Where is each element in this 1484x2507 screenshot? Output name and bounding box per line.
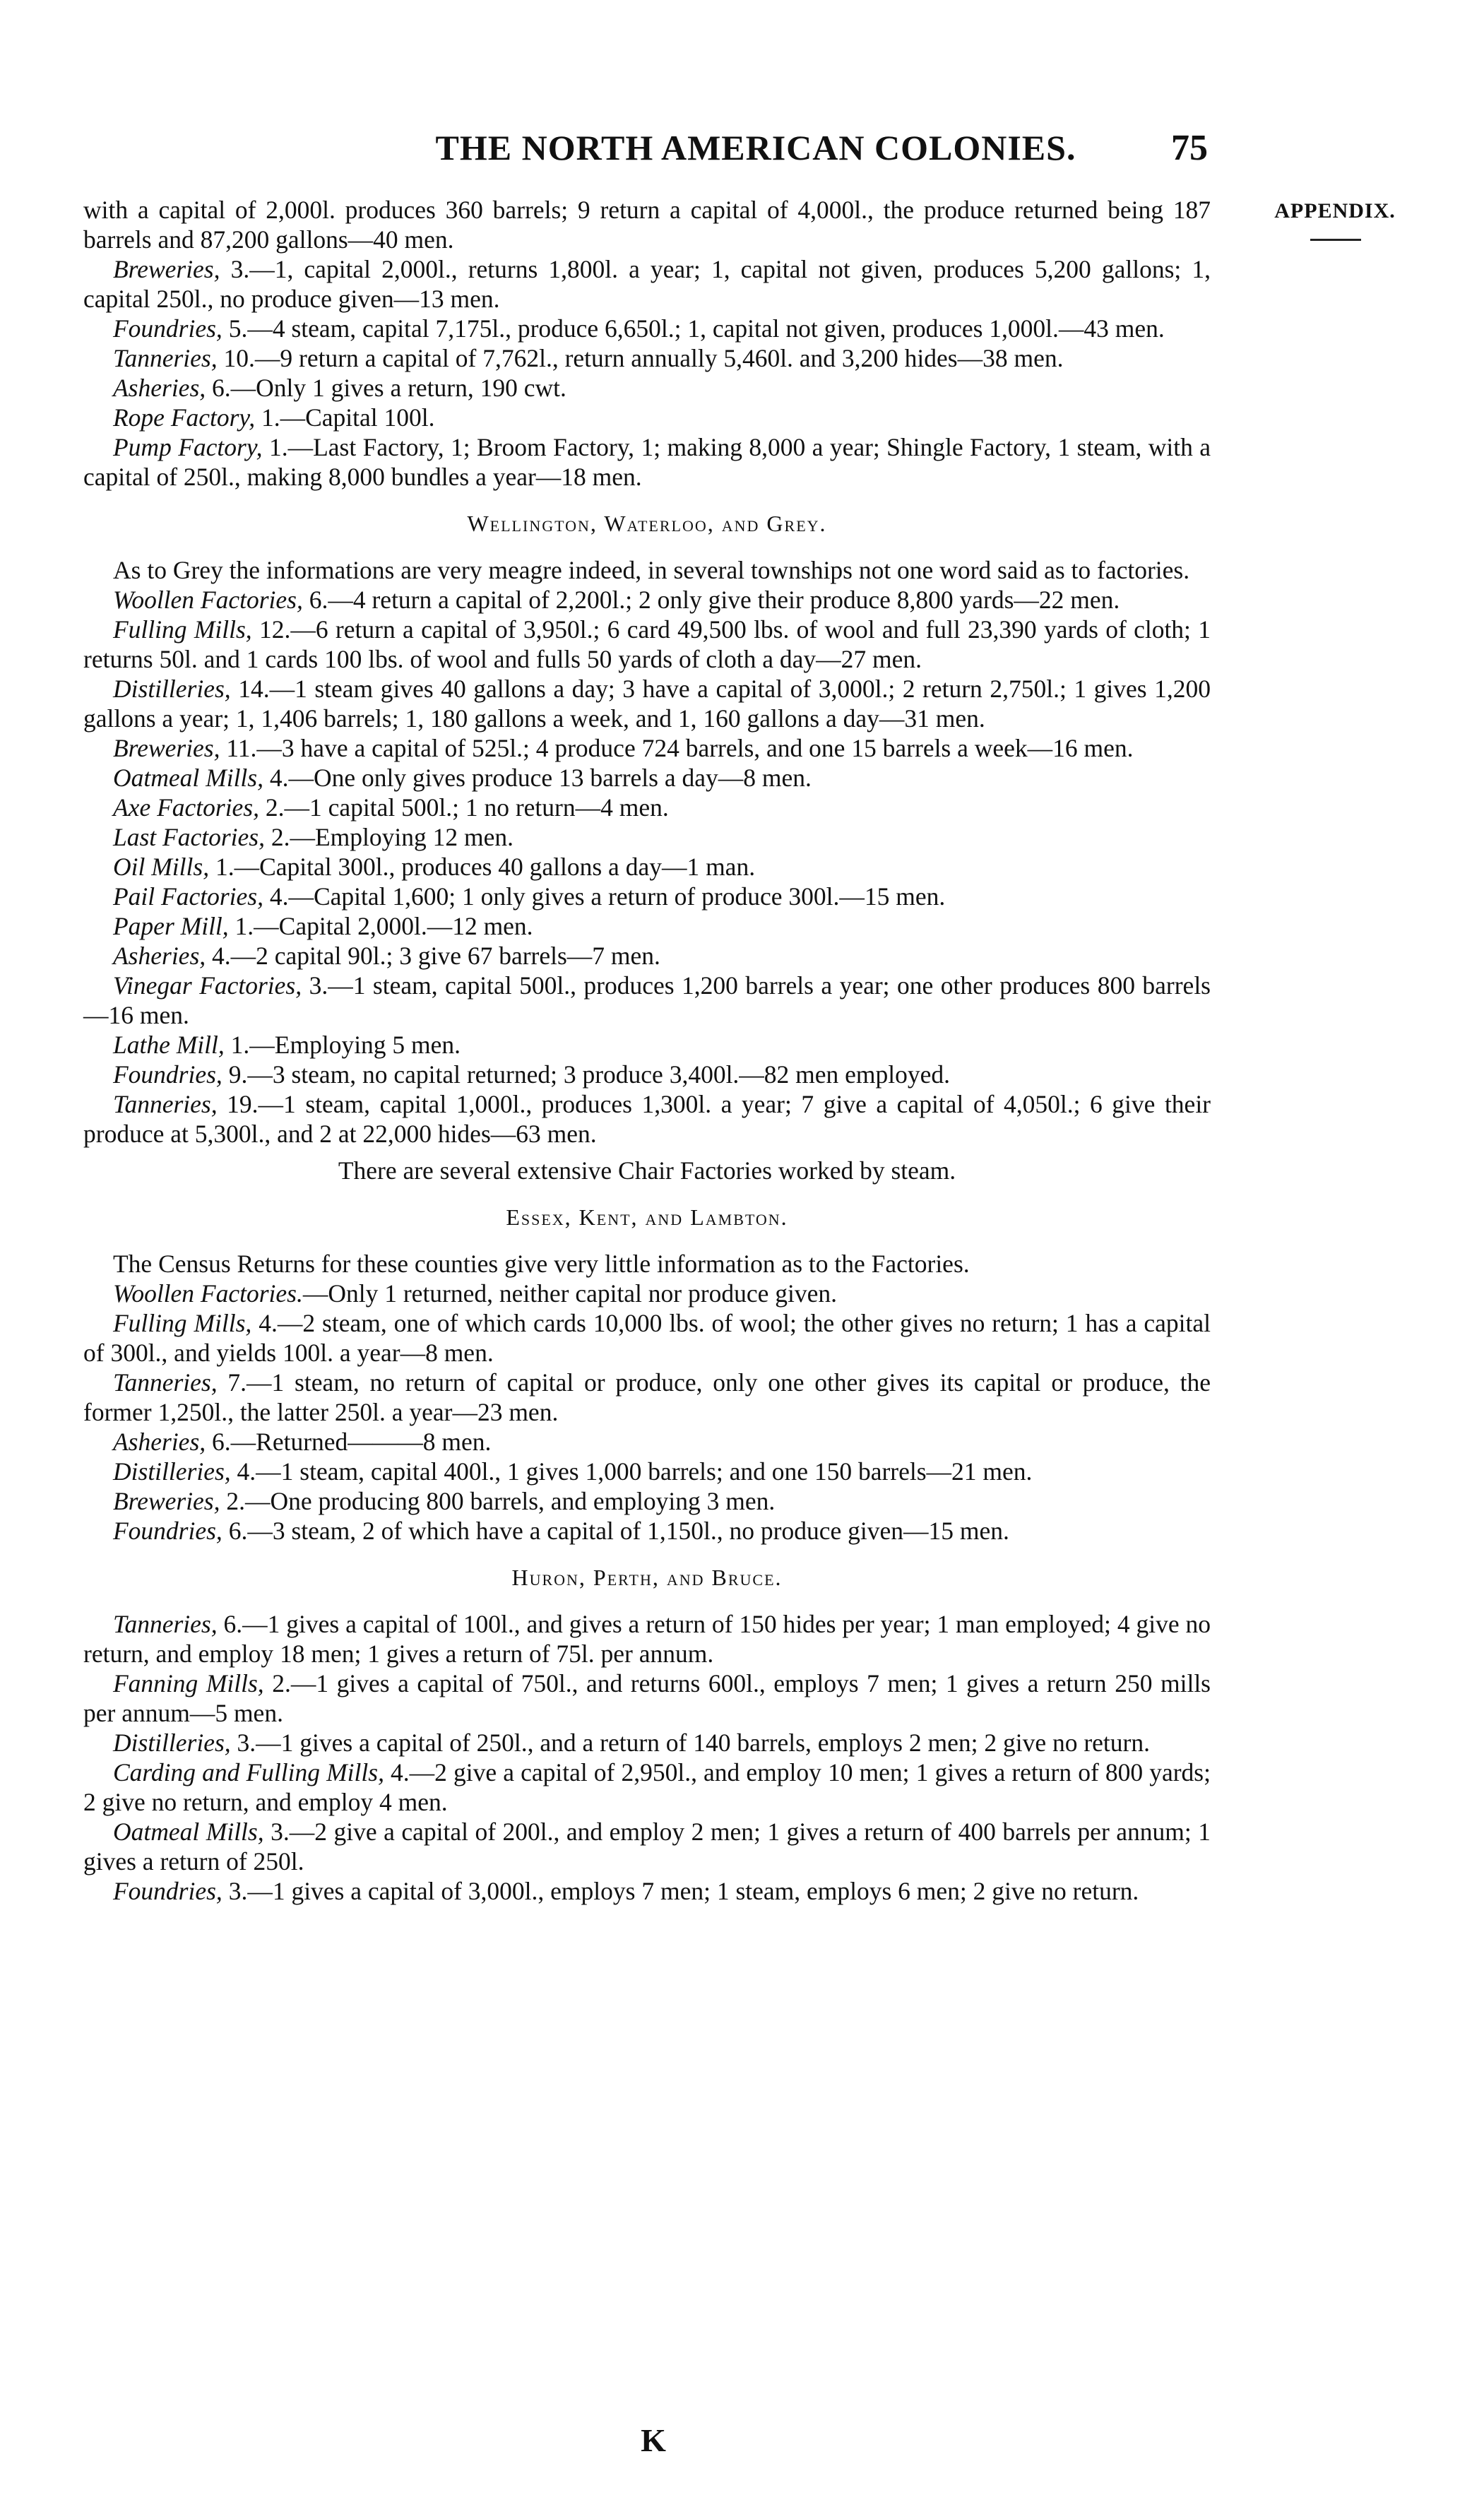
- margin-note-appendix: APPENDIX.: [1274, 199, 1396, 223]
- entry-lead: Lathe Mill,: [113, 1031, 225, 1059]
- paragraph: [83, 1457, 1211, 1486]
- paragraph: [83, 1060, 1211, 1089]
- paragraph: [83, 195, 1211, 254]
- entry-lead: Oatmeal Mills,: [113, 1818, 264, 1846]
- entry-lead: Breweries,: [113, 255, 220, 283]
- paragraph: [83, 822, 1211, 852]
- paragraph: [83, 585, 1211, 615]
- entry-lead: Woollen Factories.: [113, 1279, 303, 1308]
- paragraph: [83, 1368, 1211, 1427]
- entry-text: The Census Returns for these counties give very little information as to the Factories.: [113, 1250, 970, 1278]
- paragraph: [83, 555, 1211, 585]
- entry-text: 1.—Last Factory, 1; Broom Factory, 1; making 8,000 a year; Shingle Factory, 1 steam, with a capital of 250l., making 8,000 bundles a year—18 men.: [83, 433, 1211, 491]
- paragraph: [83, 1728, 1211, 1758]
- entry-text: 1.—Capital 2,000l.—12 men.: [228, 912, 533, 940]
- paragraph: [83, 1308, 1211, 1368]
- entry-text: 1.—Capital 300l., produces 40 gallons a day—1 man.: [209, 853, 756, 881]
- paragraph: [83, 1249, 1211, 1279]
- paragraph: [83, 254, 1211, 314]
- entry-lead: Paper Mill,: [113, 912, 229, 940]
- paragraph: [83, 373, 1211, 403]
- entry-text: 3.—2 give a capital of 200l., and employ 2 men; 1 gives a return of 400 barrels per annum; 1 gives a return of 250l.: [83, 1818, 1211, 1875]
- entry-lead: Asheries,: [113, 942, 206, 970]
- entry-text: 5.—4 steam, capital 7,175l., produce 6,650l.; 1, capital not given, produces 1,000l.—43 men.: [222, 314, 1165, 343]
- paragraph: [83, 852, 1211, 882]
- entry-text: 2.—1 capital 500l.; 1 no return—4 men.: [259, 793, 669, 822]
- margin-rule: [1310, 239, 1361, 241]
- entry-lead: Rope Factory,: [113, 403, 256, 432]
- entry-text: 4.—Capital 1,600; 1 only gives a return of produce 300l.—15 men.: [263, 882, 946, 911]
- paragraph: [83, 763, 1211, 793]
- paragraph: [83, 882, 1211, 911]
- page-number: 75: [1171, 128, 1208, 168]
- entry-lead: Pump Factory,: [113, 433, 263, 461]
- signature-mark: K: [641, 2422, 666, 2458]
- entry-text: As to Grey the informations are very meagre indeed, in several townships not one word said as to factories.: [113, 556, 1190, 584]
- entry-lead: Tanneries,: [113, 1610, 218, 1638]
- entry-text: 11.—3 have a capital of 525l.; 4 produce 724 barrels, and one 15 barrels a week—16 men.: [220, 734, 1134, 762]
- entry-text: 12.—6 return a capital of 3,950l.; 6 card 49,500 lbs. of wool and full 23,390 yards of cloth; 1 returns 50l. and 1 cards 100 lbs. of wool and fulls 50 yards of cloth a day—27 men.: [83, 615, 1211, 673]
- entry-text: 2.—1 gives a capital of 750l., and returns 600l., employs 7 men; 1 gives a return 250 mills per annum—5 men.: [83, 1669, 1211, 1727]
- entry-text: 1.—Capital 100l.: [255, 403, 435, 432]
- entry-text: 3.—1 steam, capital 500l., produces 1,200 barrels a year; one other produces 800 barrels—16 men.: [83, 971, 1211, 1029]
- entry-text: with a capital of 2,000l. produces 360 barrels; 9 return a capital of 4,000l., the produce returned being 187 barrels and 87,200 gallons—40 men.: [83, 196, 1211, 254]
- entry-lead: Tanneries,: [113, 1368, 218, 1397]
- entry-text: 19.—1 steam, capital 1,000l., produces 1,300l. a year; 7 give a capital of 4,050l.; 6 give their produce at 5,300l., and 2 at 22,000 hides—63 men.: [83, 1090, 1211, 1148]
- entry-lead: Fanning Mills,: [113, 1669, 264, 1697]
- body-text: [83, 195, 1211, 1906]
- entry-text: 4.—1 steam, capital 400l., 1 gives 1,000 barrels; and one 150 barrels—21 men.: [230, 1457, 1033, 1486]
- section-heading: Huron, Perth, and Bruce.: [511, 1565, 783, 1590]
- entry-lead: Last Factories,: [113, 823, 265, 851]
- paragraph: [83, 1427, 1211, 1457]
- entry-text: 1.—Employing 5 men.: [224, 1031, 461, 1059]
- entry-lead: Asheries,: [113, 1428, 206, 1456]
- paragraph: [83, 1609, 1211, 1669]
- entry-text: 10.—9 return a capital of 7,762l., return annually 5,460l. and 3,200 hides—38 men.: [217, 344, 1064, 372]
- entry-lead: Tanneries,: [113, 344, 218, 372]
- paragraph: [83, 1030, 1211, 1060]
- entry-lead: Foundries,: [113, 314, 222, 343]
- entry-text: 7.—1 steam, no return of capital or produce, only one other gives its capital or produce, the former 1,250l., the latter 250l. a year—23 men.: [83, 1368, 1211, 1426]
- entry-text: 3.—1 gives a capital of 3,000l., employs 7 men; 1 steam, employs 6 men; 2 give no return.: [222, 1877, 1139, 1905]
- paragraph: [83, 432, 1211, 492]
- entry-lead: Axe Factories,: [113, 793, 260, 822]
- paragraph: [83, 314, 1211, 343]
- entry-text: 14.—1 steam gives 40 gallons a day; 3 have a capital of 3,000l.; 2 return 2,750l.; 1 gives 1,200 gallons a year; 1, 1,406 barrels; 1, 180 gallons a week, and 1, 160 gallons a day—31 men.: [83, 675, 1211, 733]
- entry-lead: Foundries,: [113, 1060, 222, 1089]
- paragraph: [83, 1279, 1211, 1308]
- entry-text: 2.—One producing 800 barrels, and employing 3 men.: [220, 1487, 776, 1515]
- paragraph: [83, 1089, 1211, 1149]
- entry-lead: Distilleries,: [113, 675, 231, 703]
- entry-lead: Oil Mills,: [113, 853, 210, 881]
- paragraph: [83, 674, 1211, 733]
- paragraph: [83, 343, 1211, 373]
- paragraph: [83, 1486, 1211, 1516]
- entry-text: 6.—4 return a capital of 2,200l.; 2 only give their produce 8,800 yards—22 men.: [302, 586, 1120, 614]
- entry-lead: Distilleries,: [113, 1457, 231, 1486]
- running-head-title: THE NORTH AMERICAN COLONIES.: [435, 128, 1076, 167]
- entry-lead: Foundries,: [113, 1877, 222, 1905]
- entry-lead: Foundries,: [113, 1517, 222, 1545]
- entry-lead: Fulling Mills,: [113, 615, 252, 644]
- paragraph: [83, 1817, 1211, 1876]
- entry-lead: Pail Factories,: [113, 882, 263, 911]
- entry-text: 4.—2 steam, one of which cards 10,000 lbs. of wool; the other gives no return; 1 has a capital of 300l., and yields 100l. a year—8 men.: [83, 1309, 1211, 1367]
- entry-text: 4.—2 capital 90l.; 3 give 67 barrels—7 men.: [206, 942, 660, 970]
- entry-text: 9.—3 steam, no capital returned; 3 produce 3,400l.—82 men employed.: [222, 1060, 951, 1089]
- paragraph: [83, 1516, 1211, 1546]
- paragraph: [83, 1758, 1211, 1817]
- entry-lead: Oatmeal Mills,: [113, 764, 263, 792]
- entry-lead: Carding and Fulling Mills,: [113, 1758, 384, 1786]
- paragraph: [83, 793, 1211, 822]
- entry-text: 3.—1, capital 2,000l., returns 1,800l. a year; 1, capital not given, produces 5,200 gallons; 1, capital 250l., no produce given—13 men.: [83, 255, 1211, 313]
- entry-lead: Distilleries,: [113, 1729, 231, 1757]
- entry-text: —Only 1 returned, neither capital nor produce given.: [302, 1279, 837, 1308]
- paragraph: [83, 733, 1211, 763]
- entry-lead: Tanneries,: [113, 1090, 218, 1118]
- entry-text: 2.—Employing 12 men.: [264, 823, 514, 851]
- closing-note: There are several extensive Chair Factories worked by steam.: [338, 1156, 956, 1185]
- paragraph: [83, 1669, 1211, 1728]
- entry-text: 6.—Only 1 gives a return, 190 cwt.: [206, 374, 566, 402]
- entry-text: 4.—2 give a capital of 2,950l., and employ 10 men; 1 gives a return of 800 yards; 2 give no return, and employ 4 men.: [83, 1758, 1211, 1816]
- paragraph: [83, 971, 1211, 1030]
- entry-lead: Vinegar Factories,: [113, 971, 302, 1000]
- paragraph: [83, 615, 1211, 674]
- entry-lead: Breweries,: [113, 1487, 220, 1515]
- entry-text: 3.—1 gives a capital of 250l., and a return of 140 barrels, employs 2 men; 2 give no return.: [230, 1729, 1150, 1757]
- paragraph: [83, 403, 1211, 432]
- section-heading: Wellington, Waterloo, and Grey.: [467, 511, 827, 536]
- entry-lead: Fulling Mills,: [113, 1309, 252, 1337]
- entry-lead: Woollen Factories,: [113, 586, 303, 614]
- paragraph: [83, 911, 1211, 941]
- paragraph: [83, 941, 1211, 971]
- entry-text: 6.—1 gives a capital of 100l., and gives a return of 150 hides per year; 1 man employed; 4 give no return, and employ 18 men; 1 gives a return of 75l. per annum.: [83, 1610, 1211, 1668]
- entry-lead: Breweries,: [113, 734, 220, 762]
- entry-text: 6.—Returned———8 men.: [206, 1428, 492, 1456]
- entry-lead: Asheries,: [113, 374, 206, 402]
- paragraph: [83, 1876, 1211, 1906]
- section-heading: Essex, Kent, and Lambton.: [506, 1204, 788, 1230]
- entry-text: 6.—3 steam, 2 of which have a capital of 1,150l., no produce given—15 men.: [222, 1517, 1009, 1545]
- entry-text: 4.—One only gives produce 13 barrels a day—8 men.: [263, 764, 812, 792]
